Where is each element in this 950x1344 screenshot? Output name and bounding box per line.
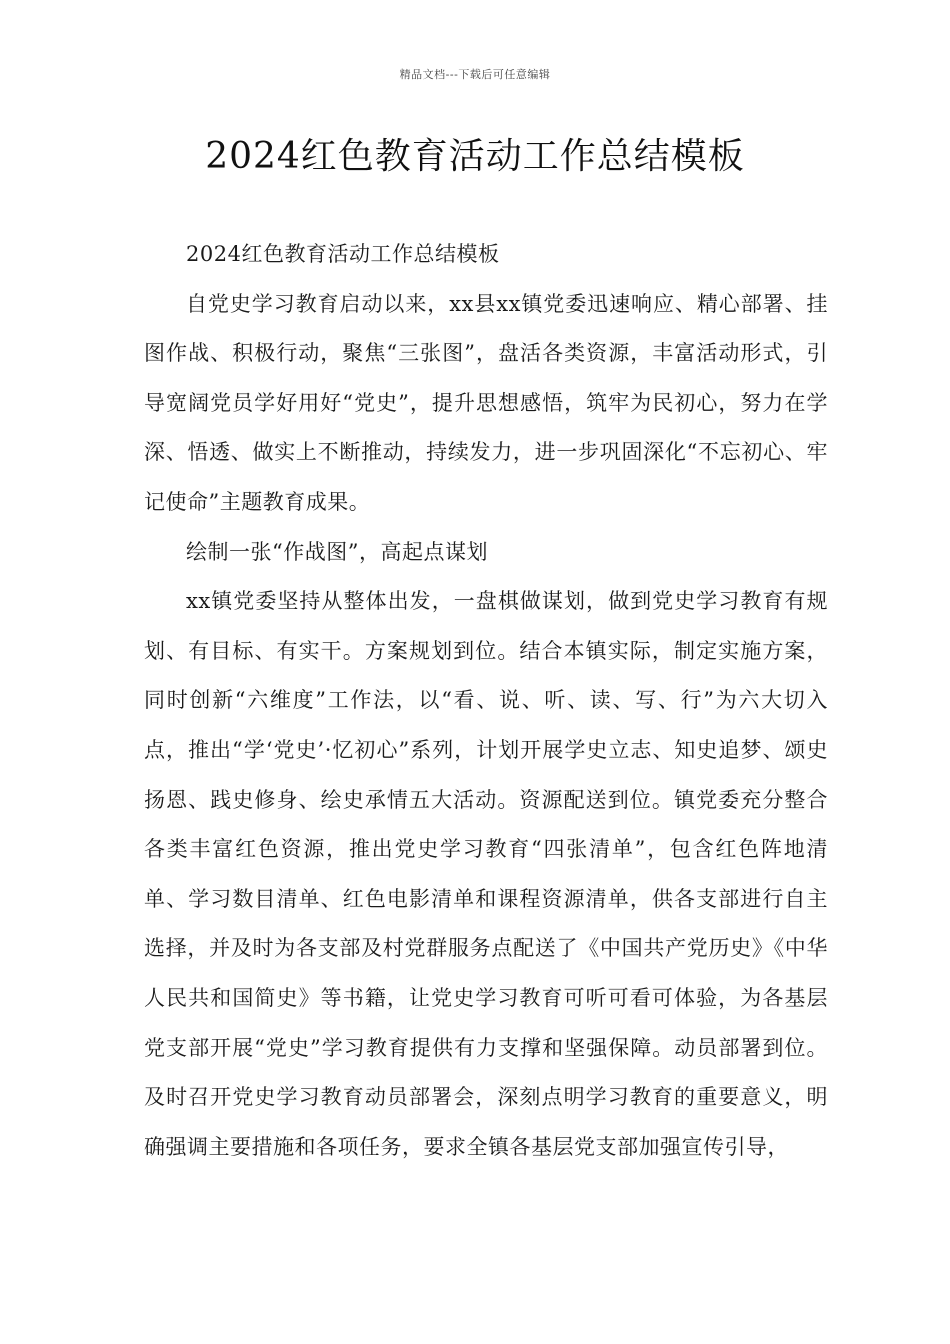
paragraph-intro: 自党史学习教育启动以来，xx县xx镇党委迅速响应、精心部署、挂图作战、积极行动，聚焦“三张图”，盘活各类资源，丰富活动形式，引导宽阔党员学好用好“党史”，提升思想感悟，筑牢为民初心，努力在学深、悟透、做实上不断推动，持续发力，进一步巩固深化“不忘初心、牢记使命”主题教育成果。: [144, 291, 828, 514]
paragraph-subtitle: 2024红色教育活动工作总结模板: [186, 242, 500, 266]
paragraph-section-body: xx镇党委坚持从整体出发，一盘棋做谋划，做到党史学习教育有规划、有目标、有实干。方案规划到位。结合本镇实际，制定实施方案，同时创新“六维度”工作法，以“看、说、听、读、写、行”为六大切入点，推出“学‘党史’·忆初心”系列，计划开展学史立志、知史追梦、颂史扬恩、践史修身、绘史承情五大活动。资源配送到位。镇党委充分整合各类丰富红色资源，推出党史学习教育“四张清单”，包含红色阵地清单、学习数目清单、红色电影清单和课程资源清单，供各支部进行自主选择，并及时为各支部及村党群服务点配送了《中国共产党历史》《中华人民共和国简史》等书籍，让党史学习教育可听可看可体验，为各基层党支部开展“党史”学习教育提供有力支撑和坚强保障。动员部署到位。及时召开党史学习教育动员部署会，深刻点明学习教育的重要意义，明确强调主要措施和各项任务，要求全镇各基层党支部加强宣传引导，: [144, 589, 828, 1159]
section-heading: 绘制一张“作战图”，高起点谋划: [186, 539, 488, 564]
document-body: [144, 230, 828, 1172]
document-title: 2024红色教育活动工作总结模板: [205, 136, 745, 177]
header-watermark: 精品文档---下载后可任意编辑: [399, 68, 551, 81]
